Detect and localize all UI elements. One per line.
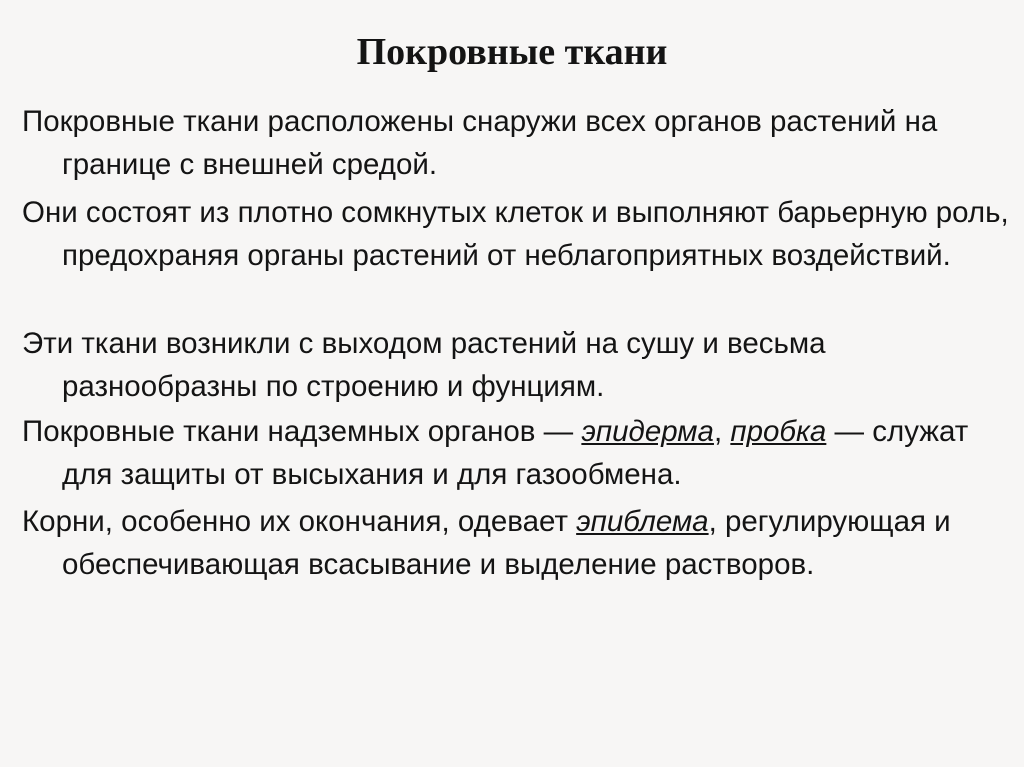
paragraph-3: Эти ткани возникли с выходом растений на сушу и весьма разнообразны по строению и фунциям. [22, 327, 826, 403]
paragraph-4-text-2: , [713, 415, 731, 448]
paragraph-4-text-1: Покровные ткани надземных органов — [22, 415, 582, 448]
paragraph-5-text-2: , регулирующая и обеспечивающая всасывание и выделение растворов. [62, 505, 951, 581]
paragraph-5-text-1: Корни, особенно их окончания, одевает [22, 505, 577, 538]
slide-title: Покровные ткани [356, 31, 668, 73]
term-probka: пробка [730, 415, 827, 448]
paragraph-4-text-3: — служат для защиты от высыхания и для газообмена. [62, 415, 969, 491]
paragraph-1: Покровные ткани расположены снаружи всех органов растений на границе с внешней средой. [22, 105, 938, 181]
term-epiblema: эпиблема [576, 505, 709, 538]
paragraph-5 [22, 500, 1022, 586]
term-epiderma: эпидерма [581, 415, 714, 448]
paragraph-2: Они состоят из плотно сомкнутых клеток и выполняют барьерную роль, предохраняя органы растений от неблагоприятных воздействий. [22, 196, 1009, 272]
paragraph-4 [22, 410, 1022, 496]
